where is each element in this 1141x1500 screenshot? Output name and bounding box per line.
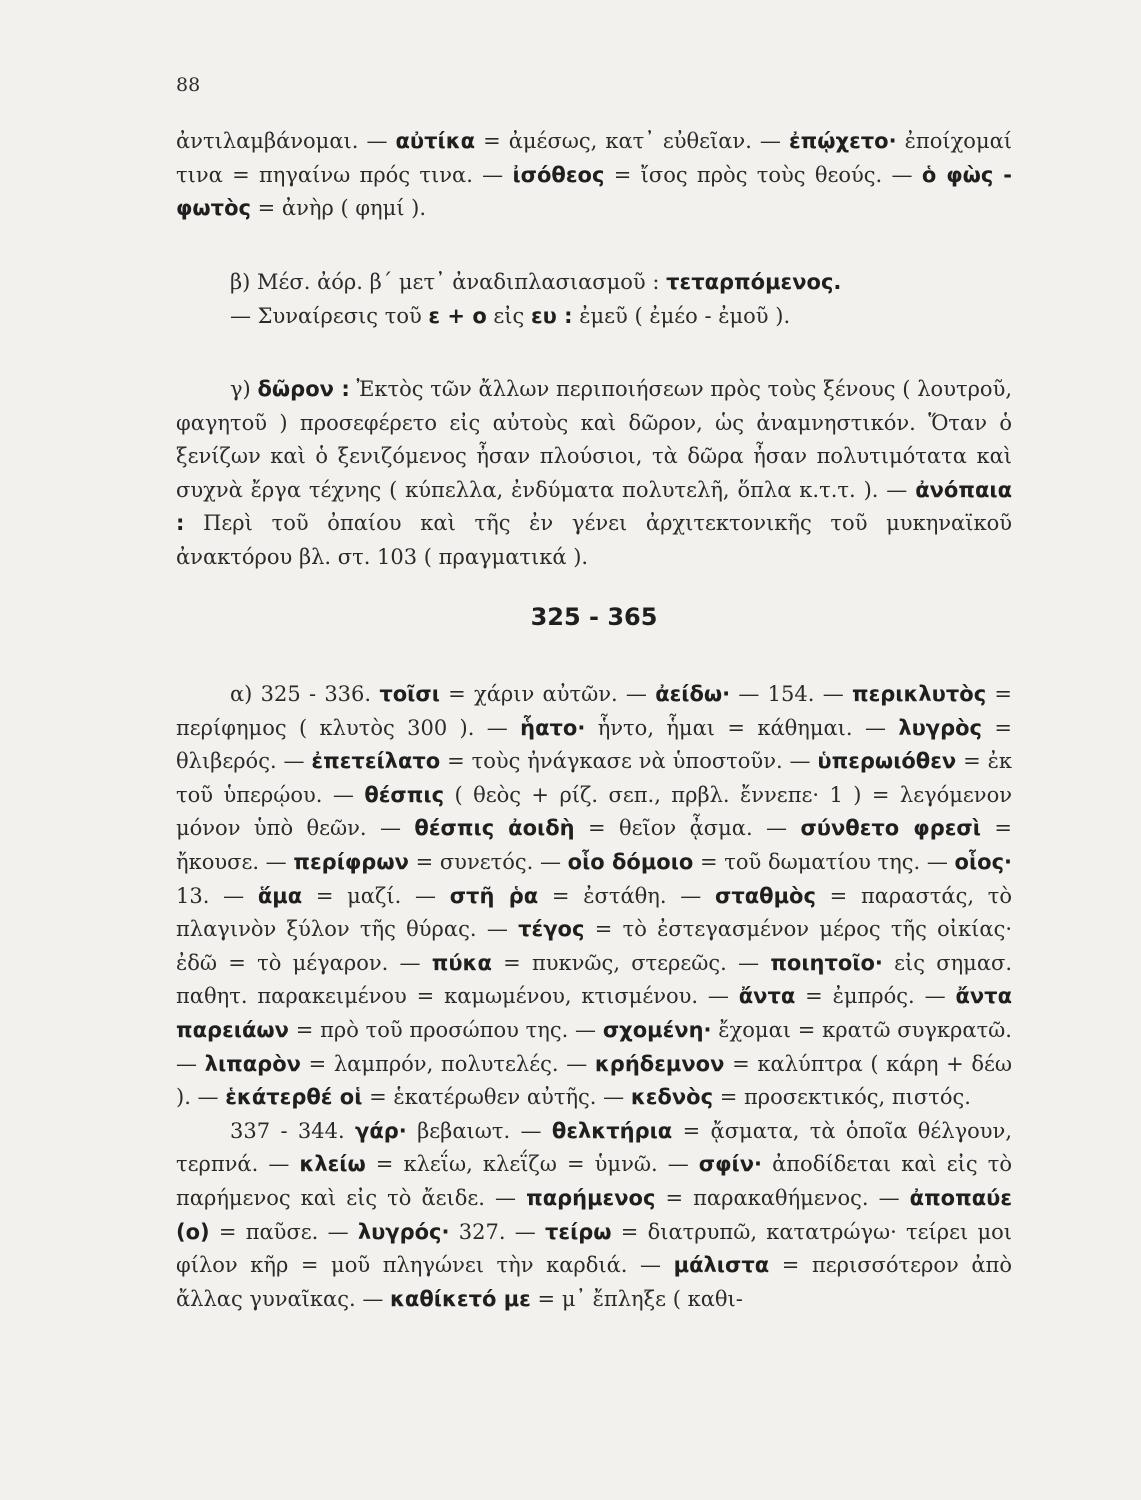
headword: ἧατο· xyxy=(520,715,586,740)
headword: ὑπερωιόθεν xyxy=(817,749,957,774)
text-run: = χάριν αὐτῶν. — xyxy=(439,682,656,706)
headword: οἷος· xyxy=(954,849,1012,874)
text-run: = προσεκτικός, πιστός. xyxy=(713,1085,971,1110)
text-run: ( θεὸς + ρίζ. σεπ., πρβλ. ἔννεπε· 1 ) = λεγόμενον μόνον ὑπὸ θεῶν. — xyxy=(176,782,1012,841)
text-run: = τοὺς ἠνάγκασε νὰ ὑποστοῦν. — xyxy=(440,749,818,774)
text-run: — 154. — xyxy=(730,682,852,706)
headword: ὁ φὼς - φωτὸς xyxy=(176,162,1012,221)
headword: σφίν· xyxy=(698,1152,763,1177)
intro-paragraph xyxy=(176,125,1012,226)
text-run: εἰς σημασ. παθητ. παρακειμένου = καμωμένου, κτισμένου. — xyxy=(176,950,1013,1009)
text-run: ἀποδίδεται καὶ εἰς τὸ παρήμενος καὶ εἰς τὸ ἄειδε. — xyxy=(176,1152,1012,1210)
headword: κρήδεμνον xyxy=(594,1051,725,1076)
text-run: ἀντιλαμβάνομαι. — xyxy=(176,129,396,153)
text-run: ἔχομαι = κρατῶ συγκρατῶ. — xyxy=(176,1017,1012,1076)
text-run: = συνετός. — xyxy=(408,849,568,874)
beta-paragraph xyxy=(176,266,1012,333)
text-run: = ἴσος πρὸς τοὺς θεούς. — xyxy=(604,162,922,187)
headword: ἀποπαύε (ο) xyxy=(176,1185,1013,1244)
text-run: = ἐστάθη. — xyxy=(538,883,715,908)
alpha-paragraph xyxy=(176,678,1012,1316)
text-run: = διατρυπῶ, κατατρώγω· τείρει μοι φίλον κῆρ = μοῦ πληγώνει τὴν καρδιά. — xyxy=(176,1219,1012,1278)
headword: ἐπετείλατο xyxy=(311,749,441,774)
headword: δῶρον : xyxy=(257,377,350,401)
headword: τεταρπόμενος. xyxy=(666,270,842,294)
headword: ποιητοῖο· xyxy=(770,950,883,975)
headword: θέσπις ἀοιδὴ xyxy=(414,816,575,841)
text-run: 327. — xyxy=(449,1219,545,1244)
text-run: = περισσότερον ἀπὸ ἄλλας γυναῖκας. — xyxy=(176,1253,1012,1311)
headword: θελκτήρια xyxy=(551,1118,673,1143)
text-run: Ἐκτὸς τῶν ἄλλων περιποιήσεων πρὸς τοὺς ξένους ( λουτροῦ, φαγητοῦ ) προσεφέρετο εἰς αὐτοὺς καὶ δῶρον, ὡς ἀναμνηστικόν. Ὅταν ὁ ξενίζων καὶ ὁ ξενιζόμενος ἦσαν πλούσιοι, τὰ δῶρα ἦσαν πολυτιμότατα καὶ συχνὰ ἔργα τέχνης ( κύπελλα, ἐνδύματα πολυτελῆ, ὅπλα κ.τ.τ. ). — xyxy=(176,377,1013,502)
text-run: = καλύπτρα ( κάρη + δέω ). — xyxy=(176,1051,1012,1110)
section-heading: 325 - 365 xyxy=(530,603,658,631)
text-run: = μαζί. — xyxy=(302,883,450,908)
headword: ἰσόθεος xyxy=(512,162,605,187)
headword: κλείω xyxy=(299,1152,366,1177)
headword: περίφρων xyxy=(293,849,409,874)
text-run: = πρὸ τοῦ προσώπου της. — xyxy=(288,1017,603,1042)
headword: θέσπις xyxy=(364,782,445,807)
headword: ἄντα παρειάων xyxy=(176,984,1012,1042)
text-run: = λαμπρόν, πολυτελές. — xyxy=(300,1051,595,1076)
headword: ἀνόπαια : xyxy=(176,477,1012,536)
text-run: εἰς xyxy=(486,303,531,328)
headword: μάλιστα xyxy=(673,1253,770,1278)
text-run: ἐποίχομαί τινα = πηγαίνω πρός τινα. — xyxy=(176,129,1013,187)
headword: λυγρὸς xyxy=(898,715,983,740)
text-run: β) Μέσ. ἀόρ. β΄ μετ᾿ ἀναδιπλασιασμοῦ : xyxy=(230,270,667,294)
text-run: α) 325 - 336. xyxy=(230,682,380,706)
headword: τοῖσι xyxy=(379,682,440,706)
headword: ἅμα xyxy=(257,883,303,908)
headword: παρήμενος xyxy=(526,1185,656,1210)
headword: λιπαρὸν xyxy=(204,1051,301,1076)
headword: πύκα xyxy=(431,950,492,975)
headword: οἷο δόμοιο xyxy=(567,849,694,874)
text-run: = παῦσε. — xyxy=(209,1219,358,1244)
page-number: 88 xyxy=(176,74,201,96)
gamma-paragraph xyxy=(176,373,1012,575)
headword: αὐτίκα xyxy=(395,129,476,153)
headword: ἄντα xyxy=(738,984,796,1009)
headword: σύνθετο φρεσὶ xyxy=(800,816,981,841)
headword: τείρω xyxy=(544,1219,612,1244)
headword: ἑκάτερθέ οἱ xyxy=(225,1085,363,1110)
text-run: = ᾄσματα, τὰ ὁποῖα θέλγουν, τερπνά. — xyxy=(176,1118,1012,1177)
text-run: = περίφημος ( κλυτὸς 300 ). — xyxy=(176,682,1012,740)
headword: λυγρός· xyxy=(357,1219,450,1244)
headword: ἐπῴχετο· xyxy=(788,129,897,153)
headword: ε + ο xyxy=(428,303,487,328)
text-run: βεβαιωτ. — xyxy=(406,1118,552,1143)
text-run: = παρακαθήμενος. — xyxy=(655,1185,910,1210)
headword: γάρ· xyxy=(355,1118,407,1143)
text-run: = τοῦ δωματίου της. — xyxy=(693,849,955,874)
text-run: = μ᾿ ἔπληξε ( καθι- xyxy=(530,1286,743,1311)
headword: σχομένη· xyxy=(602,1017,712,1042)
text-run: = θεῖον ᾆσμα. — xyxy=(574,816,801,841)
headword: ἀείδω· xyxy=(655,682,731,706)
headword: στῆ ῥα xyxy=(449,883,539,908)
text-run: = ἐμπρός. — xyxy=(795,984,956,1009)
text-run: = τὸ ἐστεγασμένον μέρος τῆς οἰκίας· ἐδῶ = τὸ μέγαρον. — xyxy=(176,917,1013,975)
headword: κεδνὸς xyxy=(630,1085,714,1110)
text-run: 13. — xyxy=(176,883,258,908)
text-run: — Συναίρεσις τοῦ xyxy=(230,303,429,328)
headword: περικλυτὸς xyxy=(851,682,987,706)
text-run: = πυκνῶς, στερεῶς. — xyxy=(491,950,771,975)
text-run: = ἑκατέρωθεν αὐτῆς. — xyxy=(362,1085,631,1110)
text-run: 337 - 344. xyxy=(230,1118,356,1143)
headword: ευ : xyxy=(530,303,573,328)
headword: τέγος xyxy=(518,917,585,942)
text-run: = ἀμέσως, κατ᾿ εὐθεῖαν. — xyxy=(475,129,789,153)
text-run: = ἤκουσε. — xyxy=(176,816,1012,874)
text-run: = κλεΐω, κλεΐζω = ὑμνῶ. — xyxy=(365,1152,699,1177)
text-run: ἐμεῦ ( ἐμέο - ἐμοῦ ). xyxy=(572,303,791,328)
text-run: = ἀνὴρ ( φημί ). xyxy=(250,196,427,221)
headword: σταθμὸς xyxy=(714,883,816,908)
headword: καθίκετό με xyxy=(390,1286,531,1311)
text-run: ἧντο, ἧμαι = κάθημαι. — xyxy=(585,715,899,740)
text-run: = παραστάς, τὸ πλαγινὸν ξύλον τῆς θύρας. — xyxy=(176,883,1012,942)
text-run: = θλιβερός. — xyxy=(176,715,1012,774)
text-run: Περὶ τοῦ ὀπαίου καὶ τῆς ἐν γένει ἀρχιτεκτονικῆς τοῦ μυκηναϊκοῦ ἀνακτόρου βλ. στ. 103 ( πραγματικά ). xyxy=(176,511,1012,569)
text-run: = ἐκ τοῦ ὑπερῴου. — xyxy=(176,749,1012,807)
text-run: γ) xyxy=(230,377,258,401)
